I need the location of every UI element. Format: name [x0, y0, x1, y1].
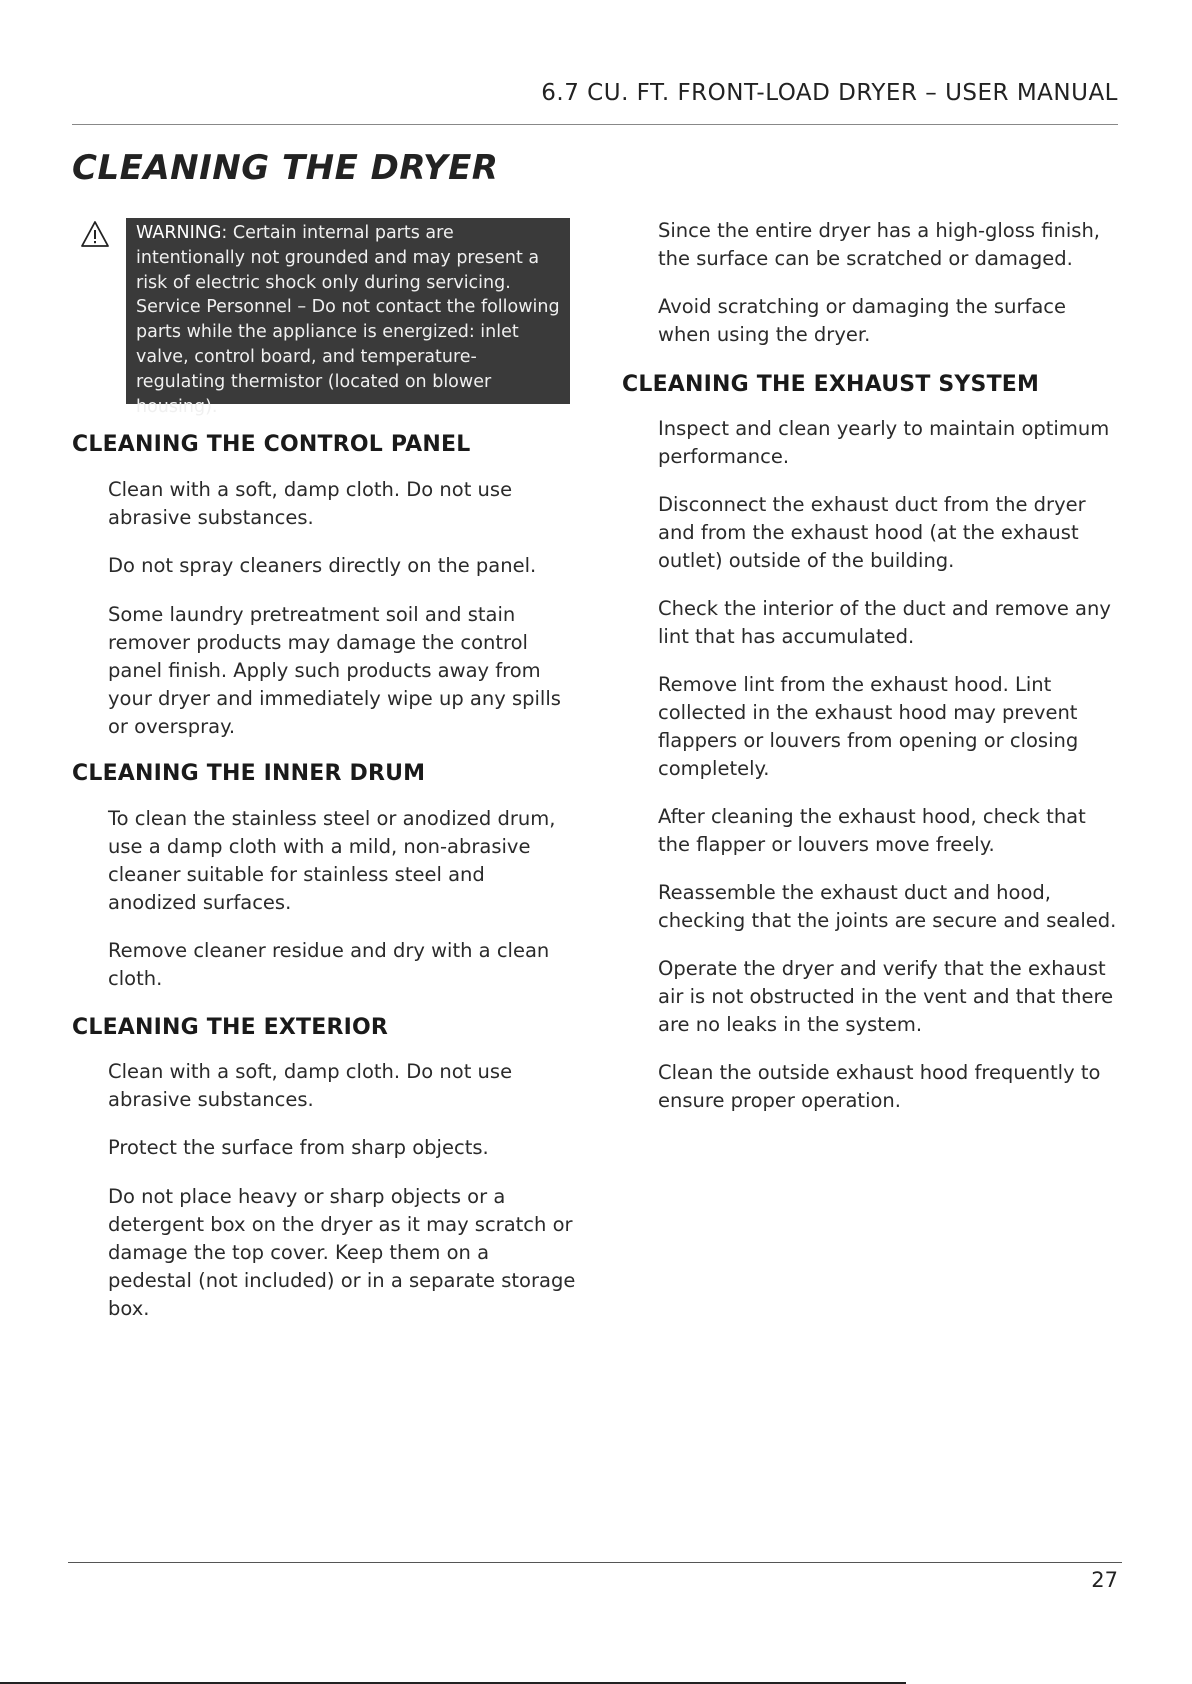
paragraph: Some laundry pretreatment soil and stain remover products may damage the control panel finish. Apply such products away from your dryer and immediately wipe up any spills or overspray.: [108, 603, 561, 738]
warning-label: WARNING: [136, 223, 222, 243]
paragraph: Protect the surface from sharp objects.: [108, 1136, 489, 1159]
footer-divider: [68, 1562, 1122, 1563]
section-heading-inner-drum: CLEANING THE INNER DRUM: [72, 761, 426, 786]
paragraph: Operate the dryer and verify that the exhaust air is not obstructed in the vent and that there are no leaks in the system.: [658, 957, 1114, 1036]
page-title: CLEANING THE DRYER: [72, 148, 499, 188]
running-header: 6.7 CU. FT. FRONT-LOAD DRYER – USER MANUAL: [541, 80, 1118, 106]
paragraph: Remove lint from the exhaust hood. Lint collected in the exhaust hood may prevent flappers or louvers from opening or closing completely.: [658, 673, 1079, 780]
paragraph: Clean with a soft, damp cloth. Do not use abrasive substances.: [108, 478, 513, 529]
section-heading-exterior: CLEANING THE EXTERIOR: [72, 1015, 389, 1040]
paragraph: Avoid scratching or damaging the surface when using the dryer.: [658, 295, 1067, 346]
paragraph: Clean the outside exhaust hood frequently to ensure proper operation.: [658, 1061, 1101, 1112]
paragraph: Reassemble the exhaust duct and hood, checking that the joints are secure and sealed.: [658, 881, 1117, 932]
paragraph: Disconnect the exhaust duct from the dryer and from the exhaust hood (at the exhaust outlet) outside of the building.: [658, 493, 1086, 572]
warning-text: : Certain internal parts are intentionally not grounded and may present a risk of electric shock only during servicing. Service Personnel – Do not contact the following parts while the appliance is energized: inlet valve, control board, and temperature-regulating thermistor (located on blower housing).: [136, 223, 560, 417]
page-number: 27: [1091, 1568, 1118, 1592]
paragraph: Since the entire dryer has a high-gloss finish, the surface can be scratched or damaged.: [658, 219, 1101, 270]
paragraph: Inspect and clean yearly to maintain optimum performance.: [658, 417, 1110, 468]
paragraph: After cleaning the exhaust hood, check that the flapper or louvers move freely.: [658, 805, 1086, 856]
paragraph: To clean the stainless steel or anodized drum, use a damp cloth with a mild, non-abrasive cleaner suitable for stainless steel and anodized surfaces.: [108, 807, 556, 914]
warning-box: [126, 218, 570, 417]
section-heading-exhaust-system: CLEANING THE EXHAUST SYSTEM: [622, 372, 1040, 397]
paragraph: Do not place heavy or sharp objects or a detergent box on the dryer as it may scratch or damage the top cover. Keep them on a pedestal (not included) or in a separate storage box.: [108, 1185, 576, 1320]
paragraph: Remove cleaner residue and dry with a clean cloth.: [108, 939, 550, 990]
paragraph: Clean with a soft, damp cloth. Do not use abrasive substances.: [108, 1060, 513, 1111]
warning-triangle-icon: [80, 220, 110, 248]
header-divider: [72, 124, 1118, 125]
paragraph: Check the interior of the duct and remove any lint that has accumulated.: [658, 597, 1111, 648]
section-heading-control-panel: CLEANING THE CONTROL PANEL: [72, 432, 471, 457]
paragraph: Do not spray cleaners directly on the panel.: [108, 554, 537, 577]
